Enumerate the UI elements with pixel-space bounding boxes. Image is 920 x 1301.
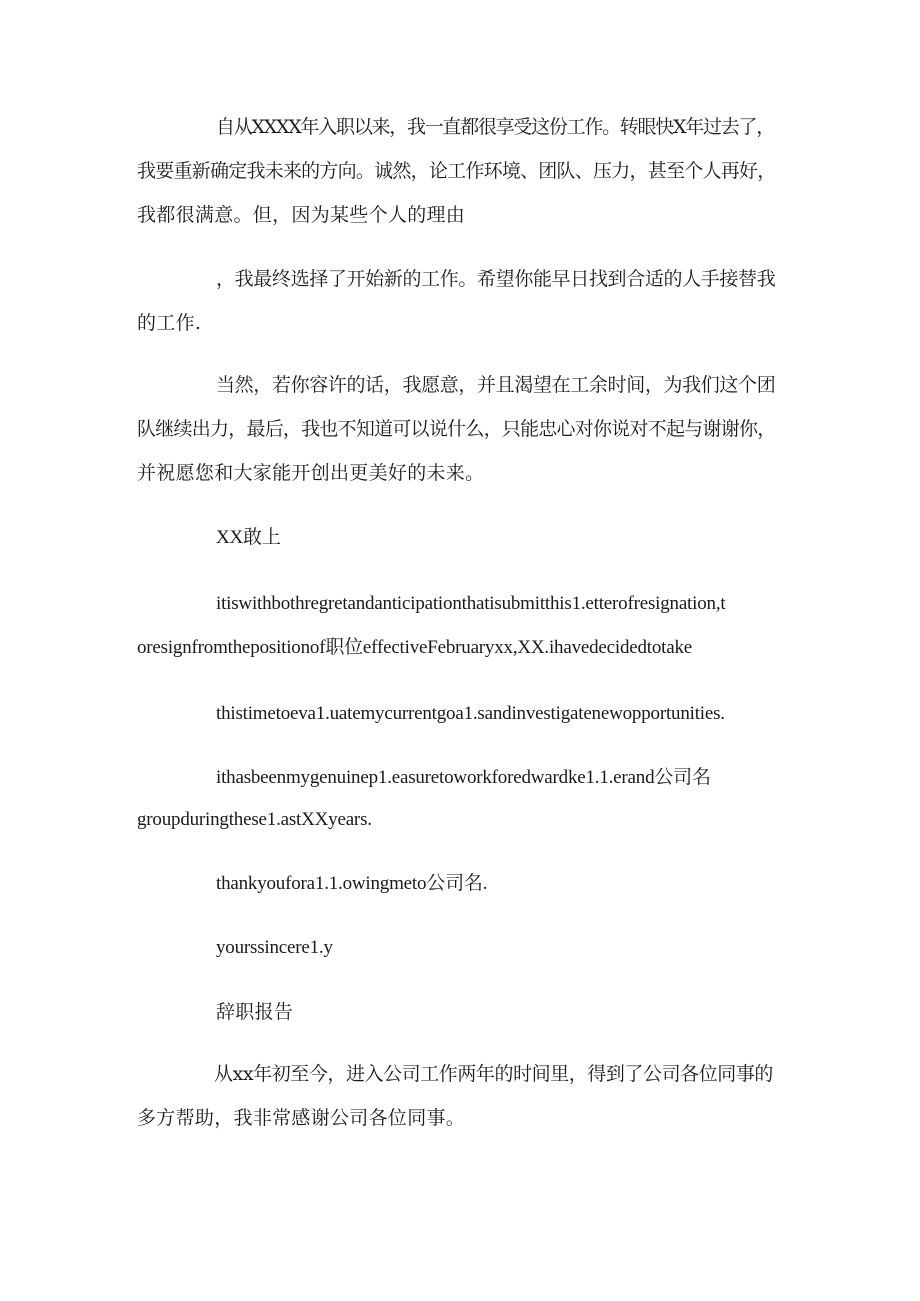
paragraph-2-line-1: ，我最终选择了开始新的工作。希望你能早日找到合适的人手接替我	[216, 268, 776, 290]
english-paragraph-1-line-2: oresignfromthepositionof职位effectiveFebruaryxx,XX.ihavedecidedtotake	[137, 637, 693, 658]
paragraph-1-line-1: 自从XXXX年入职以来，我一直都很享受这份工作。转眼快X年过去了，	[216, 116, 774, 138]
english-paragraph-3-line-2: groupduringthese1.astXXyears.	[137, 809, 372, 830]
english-paragraph-4-line-1: thankyoufora1.1.owingmeto公司名.	[216, 873, 488, 894]
paragraph-1-line-2: 我要重新确定我未来的方向。诚然，论工作环境、团队、压力，甚至个人再好，	[137, 160, 776, 182]
final-paragraph-line-1: 从xx年初至今，进入公司工作两年的时间里，得到了公司各位同事的	[214, 1063, 773, 1085]
english-paragraph-3-line-1: ithasbeenmygenuinep1.easuretoworkforedwardke1.1.erand公司名	[216, 767, 711, 788]
english-paragraph-1-line-1: itiswithbothregretandanticipationthatisubmitthis1.etterofresignation,t	[216, 593, 726, 614]
signature-line: XX敢上	[216, 527, 281, 548]
english-paragraph-2-line-1: thistimetoeva1.uatemycurrentgoa1.sandinvestigatenewopportunities.	[216, 703, 725, 724]
paragraph-3-line-2: 队继续出力，最后，我也不知道可以说什么，只能忠心对你说对不起与谢谢你，	[137, 418, 776, 440]
paragraph-1-line-3: 我都很满意。但，因为某些个人的理由	[137, 204, 466, 226]
paragraph-3-line-3: 并祝愿您和大家能开创出更美好的未来。	[137, 462, 485, 484]
resignation-report-heading: 辞职报告	[216, 1001, 294, 1023]
paragraph-2-line-2: 的工作.	[137, 312, 202, 334]
paragraph-3-line-1: 当然，若你容许的话，我愿意，并且渴望在工余时间，为我们这个团	[216, 374, 776, 396]
closing-line: yourssincere1.y	[216, 937, 333, 958]
final-paragraph-line-2: 多方帮助，我非常感谢公司各位同事。	[137, 1107, 466, 1129]
